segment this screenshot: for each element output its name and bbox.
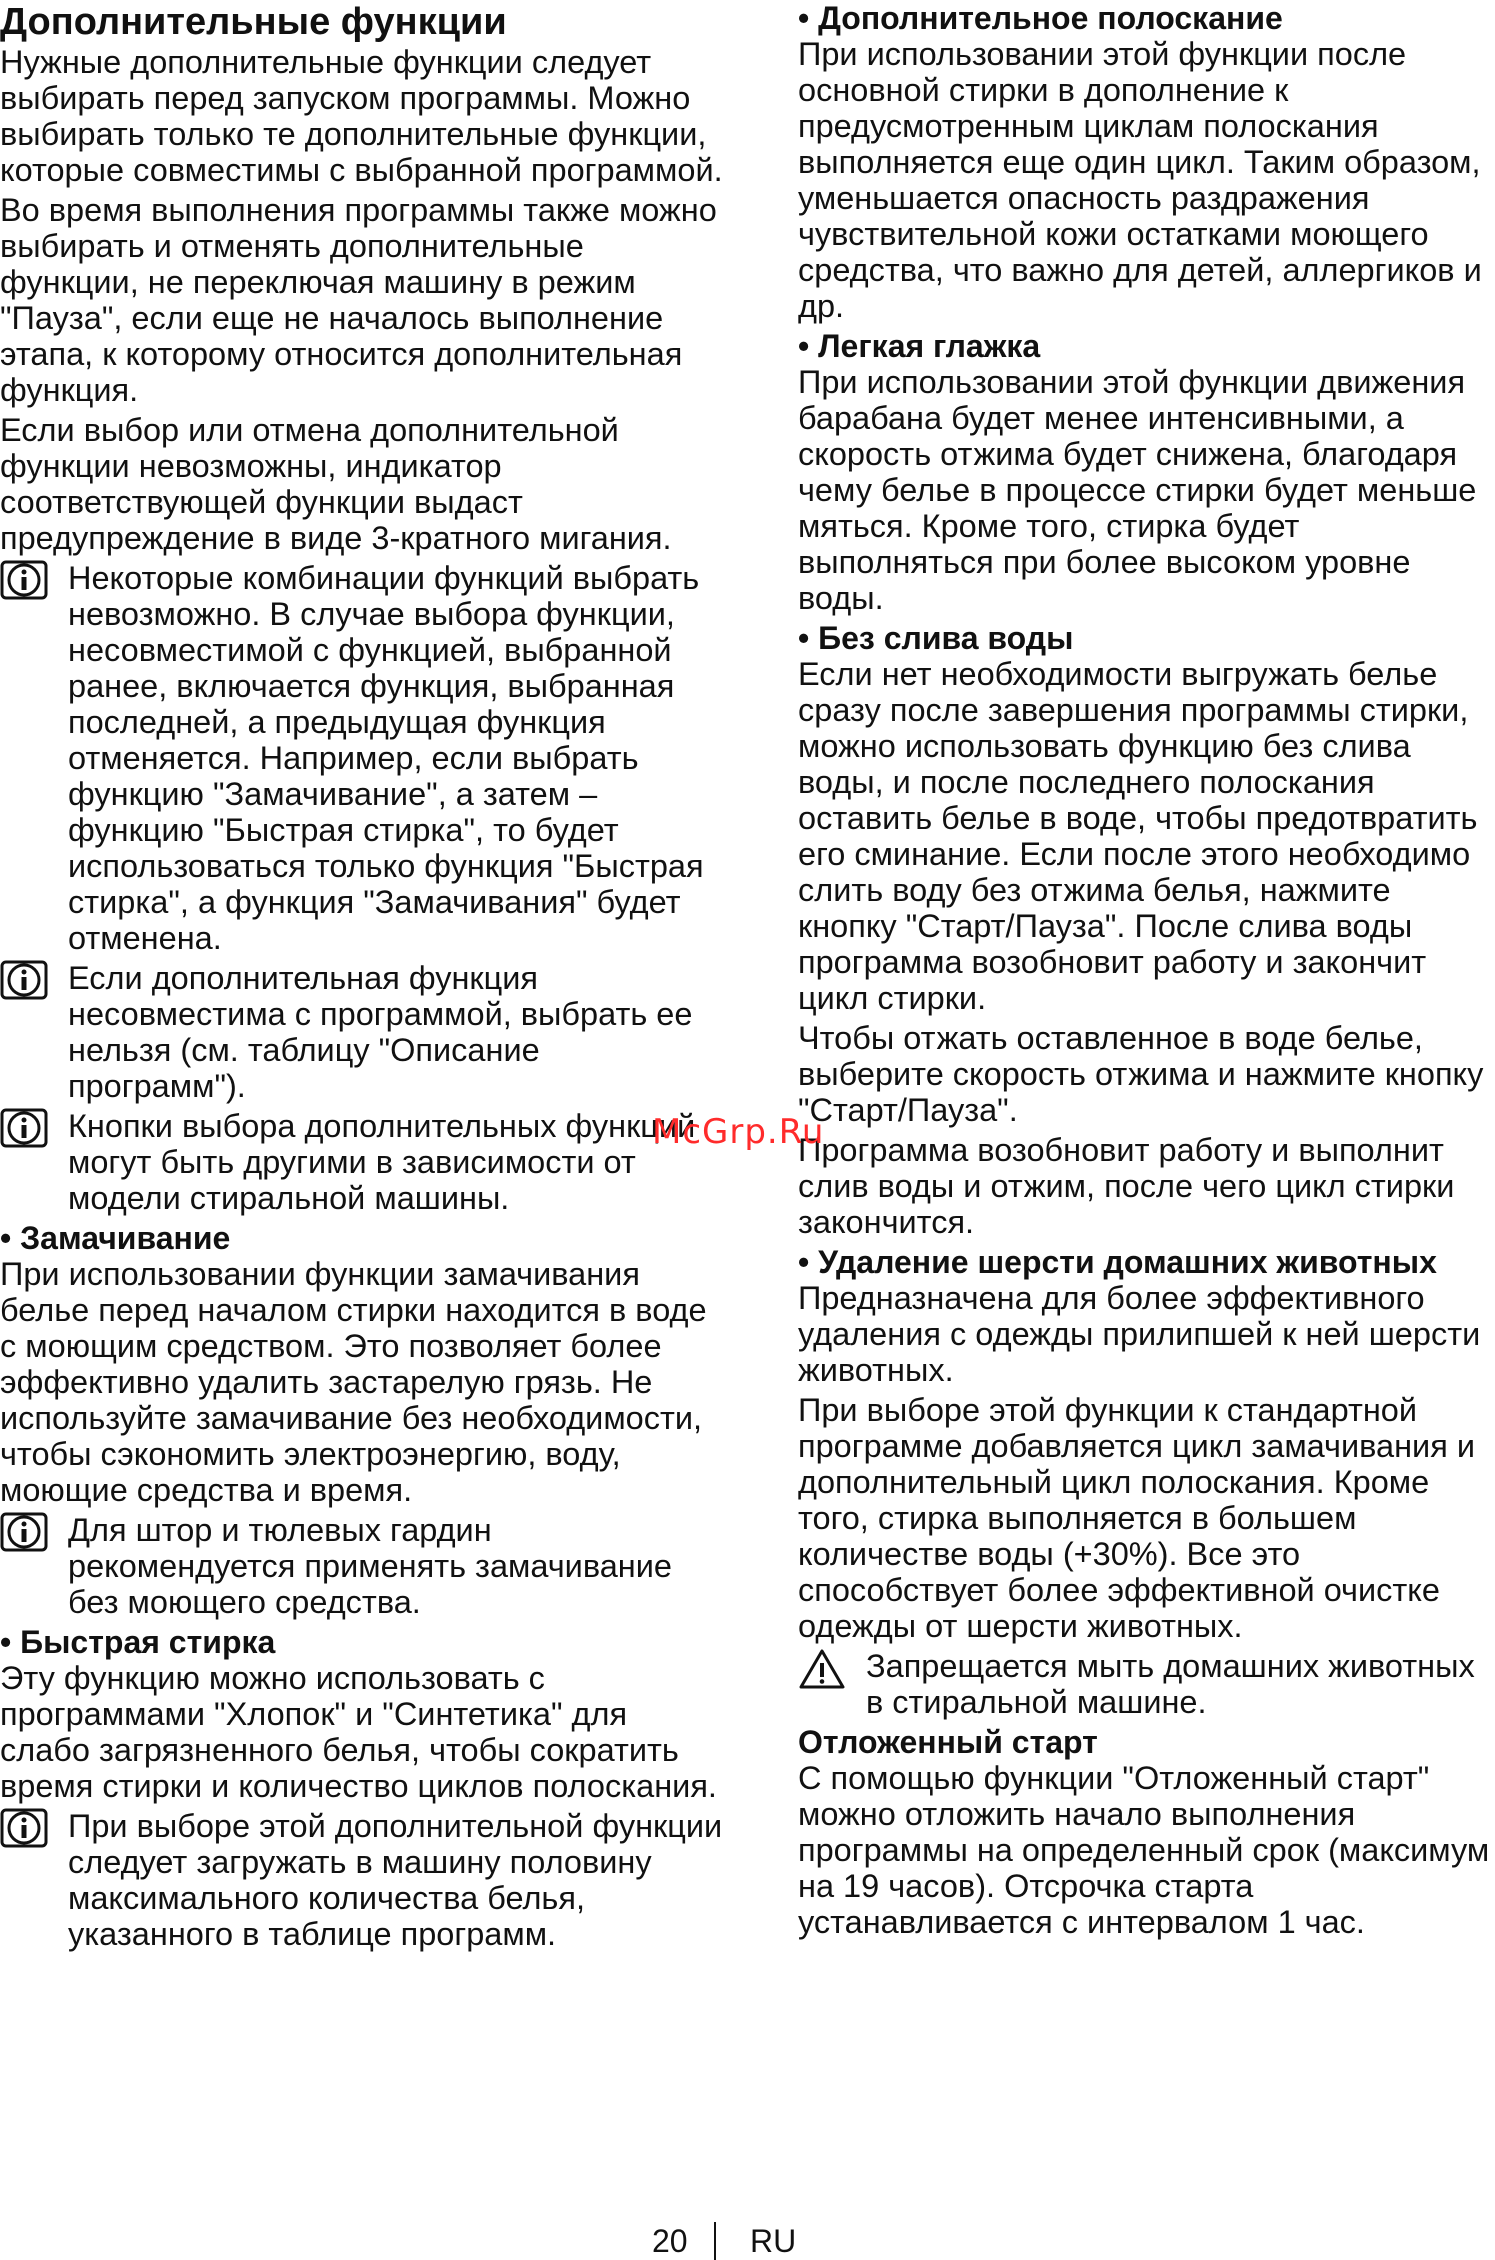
no-drain-heading: • Без слива воды xyxy=(798,620,1074,656)
pet-hair-text-2: При выборе этой функции к стандартной программе добавляется цикл замачивания и дополнительный цикл полоскания. Кроме того, стирка выполняется в большем количестве воды (+30%). Все это способствует более эффективной очистке одежды от шерсти животных. xyxy=(798,1392,1475,1644)
footer-divider xyxy=(714,2222,716,2260)
easy-iron-heading: • Легкая глажка xyxy=(798,328,1041,364)
watermark: McGrp.Ru xyxy=(652,1112,825,1152)
soak-text: При использовании функции замачивания белье перед началом стирки находится в воде с моющим средством. Это позволяет более эффективно удалить застарелую грязь. Не используйте замачивание без необходимости, чтобы сэкономить электроэнергию, воду, моющие средства и время. xyxy=(0,1256,707,1508)
note-block xyxy=(0,1808,725,1952)
page-footer xyxy=(0,2222,1495,2260)
language-code: RU xyxy=(750,2223,797,2259)
note-text: Если дополнительная функция несовместима с программой, выбрать ее нельзя (см. таблицу "Описание программ"). xyxy=(68,960,693,1104)
note-text: При выборе этой дополнительной функции следует загружать в машину половину максимального количества белья, указанного в таблице программ. xyxy=(68,1808,723,1952)
info-icon xyxy=(0,1108,68,1148)
no-drain-text-3: Программа возобновит работу и выполнит слив воды и отжим, после чего цикл стирки закончится. xyxy=(798,1132,1455,1240)
warning-block xyxy=(798,1648,1495,1720)
info-icon xyxy=(0,1808,68,1848)
info-icon xyxy=(0,1512,68,1552)
left-column xyxy=(0,0,725,1956)
delay-start-heading: Отложенный старт xyxy=(798,1724,1098,1760)
note-block xyxy=(0,1512,725,1620)
note-text: Кнопки выбора дополнительных функций могут быть другими в зависимости от модели стиральной машины. xyxy=(68,1108,696,1216)
no-drain-text-1: Если нет необходимости выгружать белье сразу после завершения программы стирки, можно использовать функцию без слива воды, и после последнего полоскания оставить белье в воде, чтобы предотвратить его сминание. Если после этого необходимо слить воду без отжима белья, нажмите кнопку "Старт/Пауза". После слива воды программа возобновит работу и закончит цикл стирки. xyxy=(798,656,1478,1016)
quick-wash-text: Эту функцию можно использовать с программами "Хлопок" и "Синтетика" для слабо загрязненного белья, чтобы сократить время стирки и количество циклов полоскания. xyxy=(0,1660,717,1804)
warning-text: Запрещается мыть домашних животных в стиральной машине. xyxy=(866,1648,1475,1720)
soak-heading: • Замачивание xyxy=(0,1220,231,1256)
info-icon xyxy=(0,960,68,1000)
info-icon xyxy=(0,560,68,600)
pet-hair-heading: • Удаление шерсти домашних животных xyxy=(798,1244,1437,1280)
extra-rinse-text: При использовании этой функции после основной стирки в дополнение к предусмотренным циклам полоскания выполняется еще один цикл. Таким образом, уменьшается опасность раздражения чувствительной кожи остатками моющего средства, что важно для детей, аллергиков и др. xyxy=(798,36,1482,324)
intro-paragraph-2: Во время выполнения программы также можно выбирать и отменять дополнительные функции, не переключая машину в режим "Пауза", если еще не началось выполнение этапа, к которому относится дополнительная функция. xyxy=(0,192,717,408)
note-block xyxy=(0,960,725,1104)
page-number: 20 xyxy=(652,2223,688,2259)
intro-paragraph-1: Нужные дополнительные функции следует выбирать перед запуском программы. Можно выбирать только те дополнительные функции, которые совместимы с выбранной программой. xyxy=(0,44,723,188)
extra-rinse-heading: • Дополнительное полоскание xyxy=(798,0,1283,36)
note-block xyxy=(0,560,725,956)
quick-wash-heading: • Быстрая стирка xyxy=(0,1624,276,1660)
note-block xyxy=(0,1108,725,1216)
note-text: Для штор и тюлевых гардин рекомендуется применять замачивание без моющего средства. xyxy=(68,1512,672,1620)
note-text: Некоторые комбинации функций выбрать невозможно. В случае выбора функции, несовместимой с функцией, выбранной ранее, включается функция, выбранная последней, а предыдущая функция отменяется. Например, если выбрать функцию "Замачивание", а затем – функцию "Быстрая стирка", то будет использоваться только функция "Быстрая стирка", а функция "Замачивания" будет отменена. xyxy=(68,560,704,956)
warning-icon xyxy=(798,1648,866,1688)
no-drain-text-2: Чтобы отжать оставленное в воде белье, выберите скорость отжима и нажмите кнопку "Старт/Пауза". xyxy=(798,1020,1484,1128)
pet-hair-text-1: Предназначена для более эффективного удаления с одежды прилипшей к ней шерсти животных. xyxy=(798,1280,1481,1388)
easy-iron-text: При использовании этой функции движения барабана будет менее интенсивными, а скорость отжима будет снижена, благодаря чему белье в процессе стирки будет меньше мяться. Кроме того, стирка будет выполняться при более высоком уровне воды. xyxy=(798,364,1477,616)
delay-start-text: С помощью функции "Отложенный старт" можно отложить начало выполнения программы на определенный срок (максимум на 19 часов). Отсрочка старта устанавливается с интервалом 1 час. xyxy=(798,1760,1490,1940)
intro-paragraph-3: Если выбор или отмена дополнительной функции невозможны, индикатор соответствующей функции выдаст предупреждение в виде 3-кратного мигания. xyxy=(0,412,672,556)
section-title: Дополнительные функции xyxy=(0,1,507,43)
right-column xyxy=(798,0,1495,1944)
